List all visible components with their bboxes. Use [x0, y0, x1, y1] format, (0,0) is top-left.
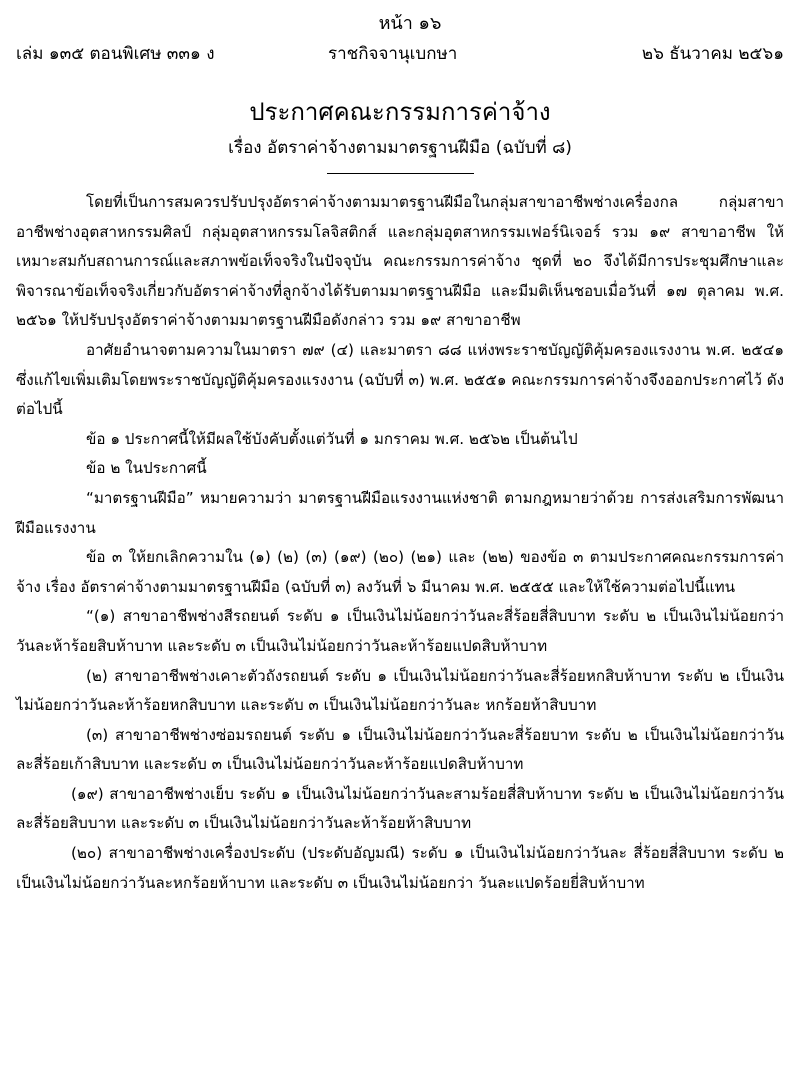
item-19: (๑๙) สาขาอาชีพช่างเย็บ ระดับ ๑ เป็นเงินไม่น้อยกว่าวันละสามร้อยสี่สิบห้าบาท ระดับ ๒ เป็นเงินไม่น้อยกว่าวันละสี่ร้อยสิบบาท และระดับ ๓ เป็นเงินไม่น้อยกว่าวันละห้าร้อยห้าสิบบาท [16, 784, 784, 833]
item-20: (๒๐) สาขาอาชีพช่างเครื่องประดับ (ประดับอัญมณี) ระดับ ๑ เป็นเงินไม่น้อยกว่าวันละ สี่ร้อยสี่สิบบาท ระดับ ๒ เป็นเงินไม่น้อยกว่าวันละหกร้อยห้าบาท และระดับ ๓ เป็นเงินไม่น้อยกว่า วันละแปดร้อยยี่สิบห้าบาท [16, 844, 784, 892]
gazette-header [16, 40, 784, 66]
clause-1: ข้อ ๑ ประกาศนี้ให้มีผลใช้บังคับตั้งแต่วันที่ ๑ มกราคม พ.ศ. ๒๕๖๒ เป็นต้นไป [86, 429, 578, 448]
definition-paragraph: “มาตรฐานฝีมือ” หมายความว่า มาตรฐานฝีมือแรงงานแห่งชาติ ตามกฎหมายว่าด้วย การส่งเสริมการพัฒนาฝีมือแรงงาน [16, 488, 784, 537]
page-number: หน้า ๑๖ [378, 13, 442, 34]
publication-date: ๒๖ ธันวาคม ๒๕๖๑ [641, 44, 784, 64]
authority-paragraph: อาศัยอำนาจตามความในมาตรา ๗๙ (๔) และมาตรา ๘๘ แห่งพระราชบัญญัติคุ้มครองแรงงาน พ.ศ. ๒๕๔๑ ซึ่งแก้ไขเพิ่มเติมโดยพระราชบัญญัติคุ้มครองแรงงาน (ฉบับที่ ๓) พ.ศ. ๒๕๕๑ คณะกรรมการค่าจ้างจึงออกประกาศไว้ ดังต่อไปนี้ [16, 340, 784, 419]
document-title: ประกาศคณะกรรมการค่าจ้าง [249, 98, 551, 126]
volume-issue: เล่ม ๑๓๕ ตอนพิเศษ ๓๓๑ ง [16, 44, 215, 64]
title-divider [327, 173, 474, 174]
preamble-paragraph: โดยที่เป็นการสมควรปรับปรุงอัตราค่าจ้างตามมาตรฐานฝีมือในกลุ่มสาขาอาชีพช่างเครื่องกล กลุ่มสาขาอาชีพช่างอุตสาหกรรมศิลป์ กลุ่มอุตสาหกรรมโลจิสติกส์ และกลุ่มอุตสาหกรรมเฟอร์นิเจอร์ รวม ๑๙ สาขาอาชีพ ให้เหมาะสมกับสถานการณ์และสภาพข้อเท็จจริงในปัจจุบัน คณะกรรมการค่าจ้าง ชุดที่ ๒๐ จึงได้มีการประชุมศึกษาและพิจารณาข้อเท็จจริงเกี่ยวกับอัตราค่าจ้างที่ลูกจ้างได้รับตามมาตรฐานฝีมือ และมีมติเห็นชอบเมื่อวันที่ ๑๗ ตุลาคม พ.ศ. ๒๕๖๑ ให้ปรับปรุงอัตราค่าจ้างตามมาตรฐานฝีมือดังกล่าว รวม ๑๙ สาขาอาชีพ [16, 193, 784, 330]
clause-3: ข้อ ๓ ให้ยกเลิกความใน (๑) (๒) (๓) (๑๙) (๒๐) (๒๑) และ (๒๒) ของข้อ ๓ ตามประกาศคณะกรรมการค่าจ้าง เรื่อง อัตราค่าจ้างตามมาตรฐานฝีมือ (ฉบับที่ ๓) ลงวันที่ ๖ มีนาคม พ.ศ. ๒๕๕๕ และให้ใช้ความต่อไปนี้แทน [16, 548, 784, 596]
item-3: (๓) สาขาอาชีพช่างซ่อมรถยนต์ ระดับ ๑ เป็นเงินไม่น้อยกว่าวันละสี่ร้อยบาท ระดับ ๒ เป็นเงินไม่น้อยกว่าวันละสี่ร้อยเก้าสิบบาท และระดับ ๓ เป็นเงินไม่น้อยกว่าวันละห้าร้อยแปดสิบห้าบาท [16, 725, 784, 774]
document-subtitle: เรื่อง อัตราค่าจ้างตามมาตรฐานฝีมือ (ฉบับที่ ๘) [228, 138, 572, 158]
publication-name: ราชกิจจานุเบกษา [328, 44, 458, 64]
item-2: (๒) สาขาอาชีพช่างเคาะตัวถังรถยนต์ ระดับ ๑ เป็นเงินไม่น้อยกว่าวันละสี่ร้อยหกสิบห้าบาท ระดับ ๒ เป็นเงินไม่น้อยกว่าวันละห้าร้อยหกสิบบาท และระดับ ๓ เป็นเงินไม่น้อยกว่าวันละ หกร้อยห้าสิบบาท [16, 666, 784, 715]
document-body [16, 188, 784, 898]
item-1: “(๑) สาขาอาชีพช่างสีรถยนต์ ระดับ ๑ เป็นเงินไม่น้อยกว่าวันละสี่ร้อยสี่สิบบาท ระดับ ๒ เป็นเงินไม่น้อยกว่าวันละห้าร้อยสิบห้าบาท และระดับ ๓ เป็นเงินไม่น้อยกว่าวันละห้าร้อยแปดสิบห้าบาท [16, 607, 784, 655]
clause-2: ข้อ ๒ ในประกาศนี้ [86, 459, 207, 478]
